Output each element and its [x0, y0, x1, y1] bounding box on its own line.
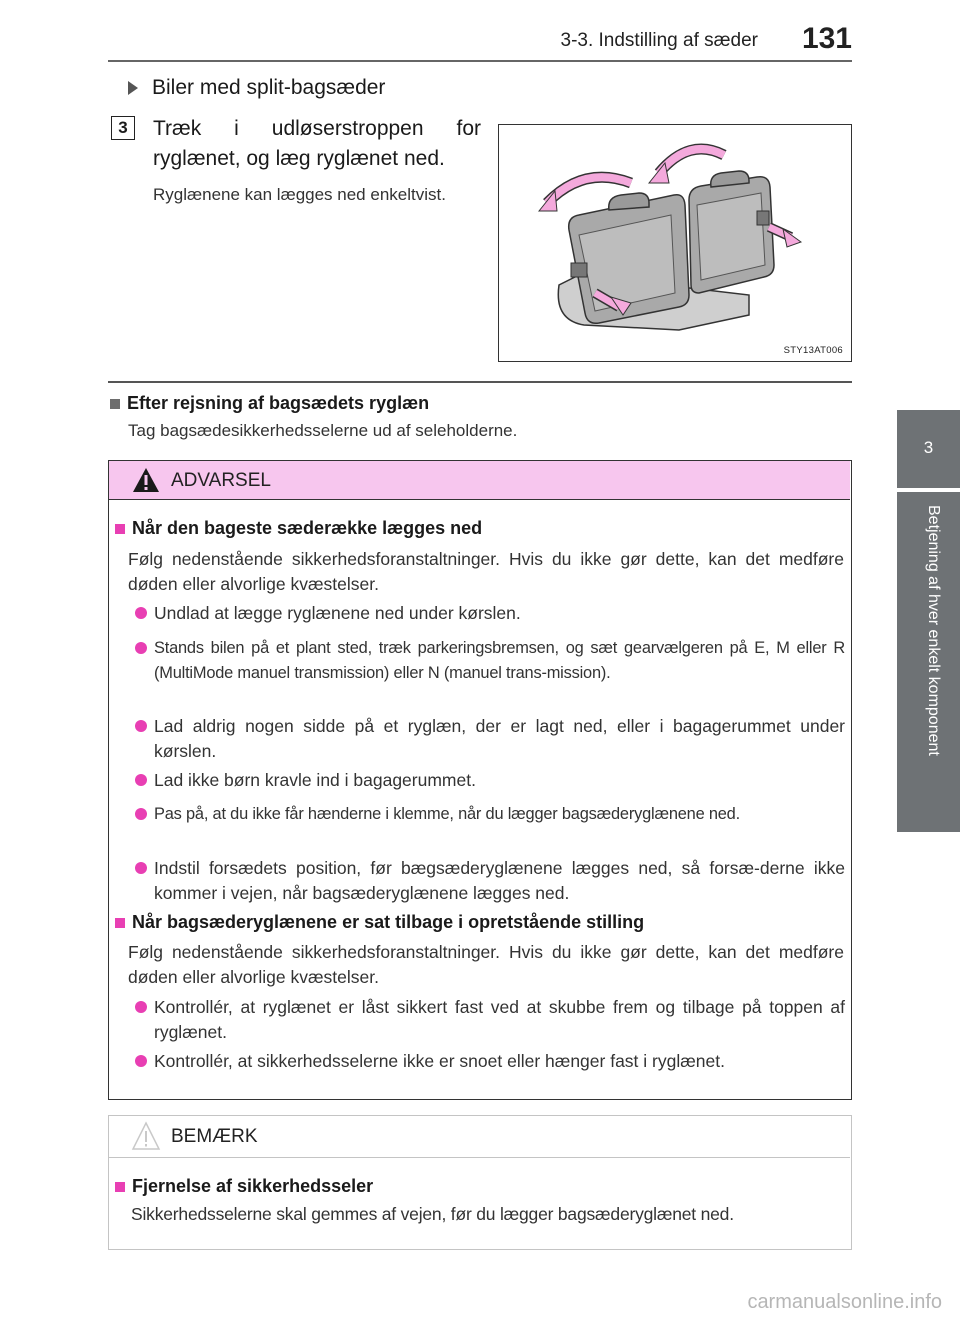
- warning-bullet: Pas på, at du ikke får hænderne i klemme, når du lægger bagsæderyglænene ned.: [135, 802, 845, 827]
- warning-subheading-text: Når bagsæderyglænene er sat tilbage i opretstående stilling: [132, 912, 645, 932]
- after-raising-text: Tag bagsædesikkerhedsselerne ud af seleholderne.: [128, 421, 518, 440]
- after-raising-heading: [110, 393, 429, 414]
- warning-header: [109, 461, 850, 500]
- chapter-title: Betjening af hver enkelt komponent: [925, 505, 942, 756]
- warning-box: [108, 460, 852, 1100]
- bullet-dot-icon: [135, 1001, 147, 1013]
- notice-header: [109, 1116, 850, 1158]
- after-raising-heading-text: Efter rejsning af bagsædets ryglæn: [127, 393, 430, 413]
- split-seats-heading: [128, 76, 385, 100]
- watermark: carmanualsonline.info: [747, 1291, 942, 1313]
- bullet-dot-icon: [135, 774, 147, 786]
- step-note: Ryglænene kan lægges ned enkeltvist.: [153, 185, 446, 204]
- triangle-bullet-icon: [128, 81, 138, 95]
- notice-text: Sikkerhedsselerne skal gemmes af vejen, før du lægger bagsæderyglænet ned.: [131, 1204, 734, 1224]
- warning-bullet: Lad ikke børn kravle ind i bagagerummet.: [135, 768, 845, 793]
- notice-subheading-text: Fjernelse af sikkerhedsseler: [132, 1176, 374, 1196]
- folding-seats-illustration-icon: [499, 125, 850, 360]
- notice-triangle-icon: [131, 1121, 161, 1151]
- bullet-dot-icon: [135, 642, 147, 654]
- page-number: 131: [801, 22, 852, 55]
- square-bullet-icon: [115, 1182, 125, 1192]
- warning-bullet: Lad aldrig nogen sidde på et ryglæn, der er lagt ned, eller i bagagerummet under kørslen.: [135, 714, 845, 764]
- section-title: 3-3. Indstilling af sæder: [560, 30, 758, 51]
- section-divider: [108, 381, 852, 383]
- warning-intro: Følg nedenstående sikkerhedsforanstaltninger. Hvis du ikke gør dette, kan det medføre døden eller alvorlige kvæstelser.: [128, 942, 844, 987]
- warning-subheading: [115, 518, 482, 539]
- chapter-number: 3: [923, 438, 934, 457]
- warning-bullet: Indstil forsædets position, før bægsæderyglænene lægges ned, så forsæ-derne ikke kommer i vejen, når bagsæderyglænene lægges ned.: [135, 856, 845, 906]
- notice-subheading: [115, 1176, 373, 1197]
- notice-box: [108, 1115, 852, 1250]
- step-instruction: Træk i udløserstroppen for ryglænet, og læg ryglænet ned.: [153, 117, 481, 170]
- warning-subheading: [115, 912, 644, 933]
- header-rule: [108, 60, 852, 62]
- bullet-dot-icon: [135, 720, 147, 732]
- square-bullet-icon: [115, 918, 125, 928]
- split-seats-heading-text: Biler med split-bagsæder: [152, 76, 386, 99]
- square-bullet-icon: [115, 524, 125, 534]
- bullet-dot-icon: [135, 1055, 147, 1067]
- notice-title: BEMÆRK: [171, 1126, 258, 1147]
- bullet-dot-icon: [135, 607, 147, 619]
- chapter-tab: [897, 410, 960, 488]
- bullet-dot-icon: [135, 808, 147, 820]
- warning-bullet: Kontrollér, at sikkerhedsselerne ikke er snoet eller hænger fast i ryglænet.: [135, 1049, 845, 1074]
- warning-intro: Følg nedenstående sikkerhedsforanstaltninger. Hvis du ikke gør dette, kan det medføre døden eller alvorlige kvæstelser.: [128, 549, 844, 594]
- step-number: 3: [111, 116, 135, 140]
- figure-code: STY13AT006: [783, 345, 843, 356]
- warning-bullet: Kontrollér, at ryglænet er låst sikkert fast ved at skubbe frem og tilbage på toppen af ryglænet.: [135, 995, 845, 1045]
- warning-bullet: Undlad at lægge ryglænene ned under kørslen.: [135, 601, 845, 626]
- bullet-dot-icon: [135, 862, 147, 874]
- warning-triangle-icon: [131, 466, 161, 494]
- seat-illustration: [498, 124, 852, 362]
- warning-subheading-text: Når den bageste sæderække lægges ned: [132, 518, 483, 538]
- page-header: [108, 0, 852, 62]
- warning-bullet: Stands bilen på et plant sted, træk parkeringsbremsen, og sæt gearvælgeren på E, M eller R (MultiMode manuel transmission) eller N (manuel trans-mission).: [135, 636, 845, 686]
- warning-title: ADVARSEL: [171, 470, 271, 491]
- square-bullet-icon: [110, 399, 120, 409]
